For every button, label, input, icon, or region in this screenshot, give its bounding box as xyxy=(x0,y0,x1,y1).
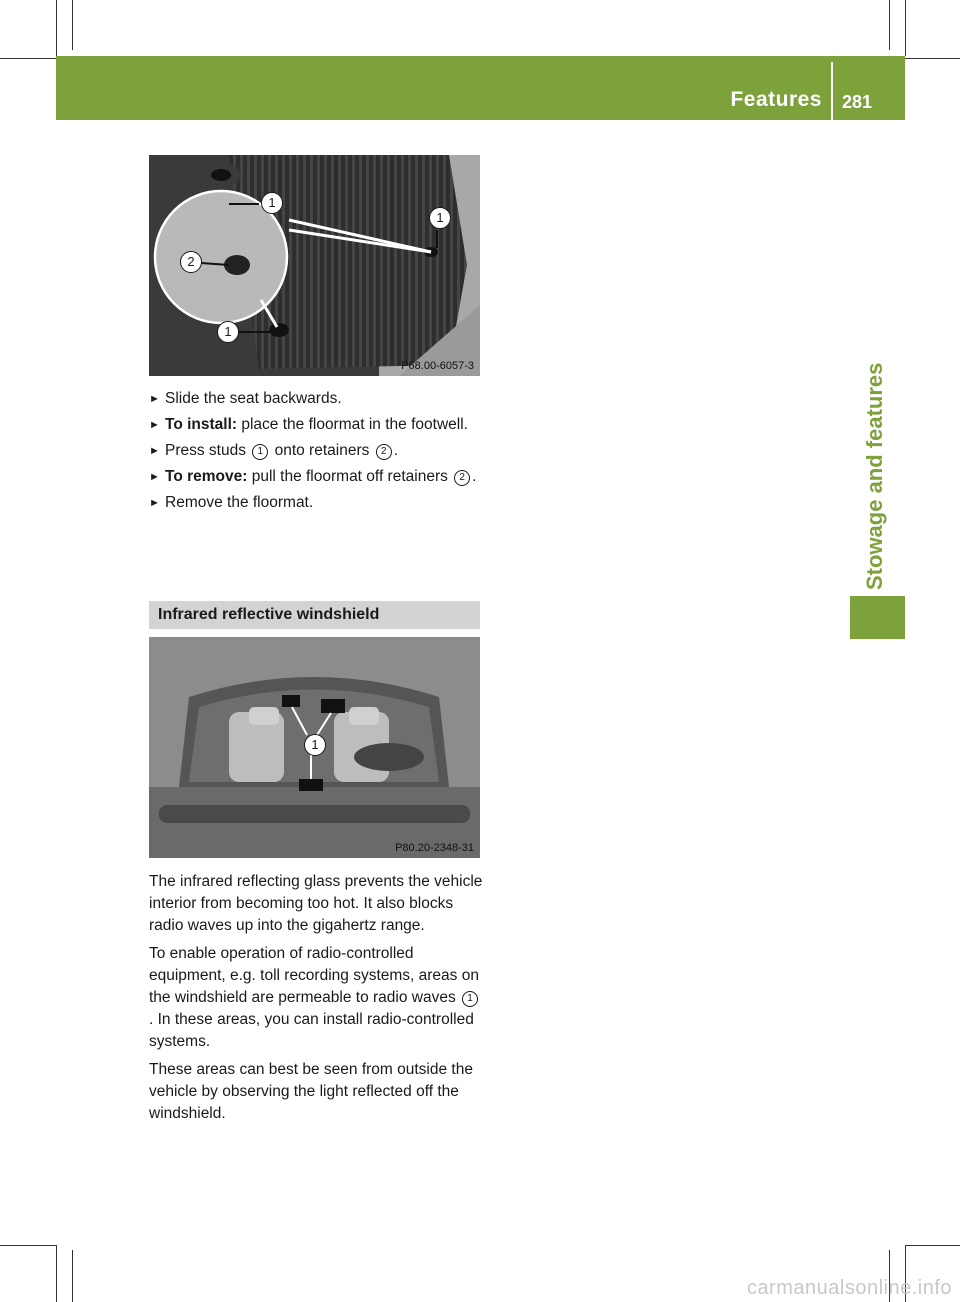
figure-code: P80.20-2348-31 xyxy=(395,842,474,854)
paragraph-text: . In these areas, you can install radio-controlled systems. xyxy=(149,1011,474,1050)
step-item xyxy=(149,440,484,462)
footer-watermark: carmanualsonline.info xyxy=(746,1277,952,1299)
step-text: . xyxy=(393,442,398,459)
crop-mark xyxy=(905,0,906,56)
crop-mark xyxy=(72,1250,73,1302)
step-item xyxy=(149,414,484,436)
step-arrow-icon: ► xyxy=(149,471,160,483)
step-text: Press studs xyxy=(165,442,251,459)
paragraph: The infrared reflecting glass prevents the vehicle interior from becoming too hot. It also blocks radio waves up into the gigahertz range. xyxy=(149,873,483,934)
callout-1-icon: 1 xyxy=(252,444,268,460)
callout-1-icon: 1 xyxy=(462,991,478,1007)
callout-1-icon: 1 xyxy=(259,192,285,214)
figure-code: P68.00-6057-3 xyxy=(401,360,474,372)
section-heading xyxy=(149,601,480,629)
step-text: pull the floormat off retainers xyxy=(247,468,453,485)
step-item xyxy=(149,388,484,410)
step-bold-label: To remove: xyxy=(165,468,248,485)
floormat-figure xyxy=(149,155,480,376)
callout-2-icon: 2 xyxy=(376,444,392,460)
paragraph: These areas can best be seen from outside the vehicle by observing the light reflected off the windshield. xyxy=(149,1061,473,1122)
page-number: 281 xyxy=(842,92,873,112)
header-section-title: Features xyxy=(730,88,822,111)
step-text: Slide the seat backwards. xyxy=(165,390,342,407)
step-item xyxy=(149,492,484,514)
step-item xyxy=(149,466,484,488)
section-title: Infrared reflective windshield xyxy=(158,606,380,623)
crop-mark xyxy=(0,58,56,59)
crop-mark xyxy=(905,1245,960,1246)
side-tab-label: Stowage and features xyxy=(862,362,887,590)
step-text: Remove the floormat. xyxy=(165,494,314,511)
crop-mark xyxy=(889,0,890,50)
step-arrow-icon: ► xyxy=(149,445,160,457)
paragraph xyxy=(149,943,484,1053)
callout-2-icon: 2 xyxy=(454,470,470,486)
step-text: . xyxy=(472,468,477,485)
callout-1-icon: 1 xyxy=(215,321,241,343)
crop-mark xyxy=(0,1245,56,1246)
side-tab-block xyxy=(850,596,905,639)
header-divider xyxy=(831,62,833,120)
body-text xyxy=(149,871,484,1131)
paragraph-text: To enable operation of radio-controlled equipment, e.g. toll recording systems, areas on the windshield are permeable to radio waves xyxy=(149,945,479,1006)
step-arrow-icon: ► xyxy=(149,419,160,431)
callout-1-icon: 1 xyxy=(427,207,453,229)
callout-1-icon: 1 xyxy=(302,734,328,756)
crop-mark xyxy=(905,58,960,59)
step-bold-label: To install: xyxy=(165,416,238,433)
step-text: place the floormat in the footwell. xyxy=(237,416,468,433)
crop-mark xyxy=(56,1245,57,1302)
crop-mark xyxy=(72,0,73,50)
windshield-figure xyxy=(149,637,480,858)
step-arrow-icon: ► xyxy=(149,393,160,405)
callout-2-icon: 2 xyxy=(178,251,204,273)
step-text: onto retainers xyxy=(270,442,374,459)
crop-mark xyxy=(56,0,57,56)
instruction-steps xyxy=(149,388,484,518)
step-arrow-icon: ► xyxy=(149,497,160,509)
